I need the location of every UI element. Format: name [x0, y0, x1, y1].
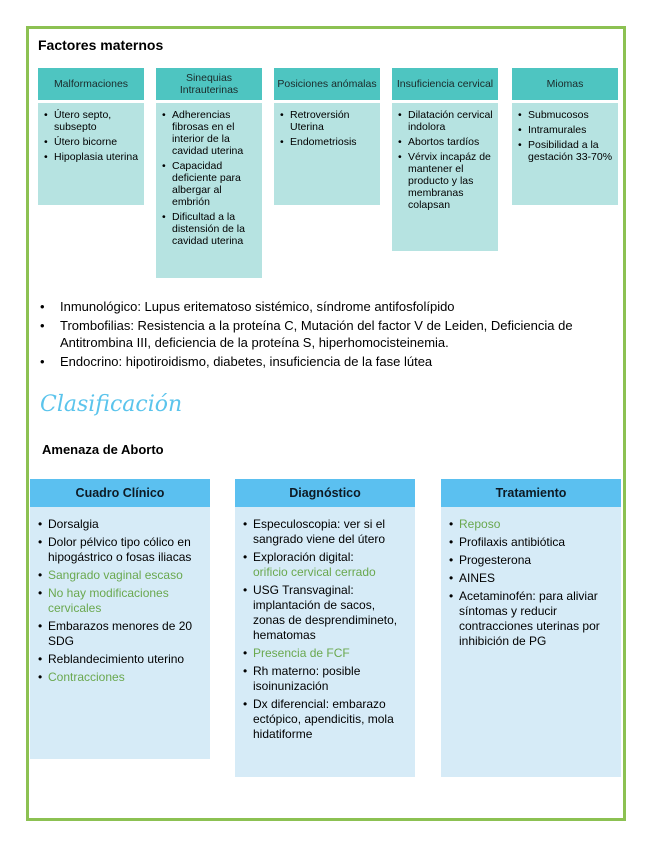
- card-item-label: Exploración digital:: [253, 550, 354, 564]
- card-item-highlight: • Reposo: [449, 517, 613, 532]
- factor-card: [512, 68, 618, 205]
- factor-card: [274, 68, 380, 205]
- factor-body: [392, 103, 498, 251]
- factor-item: • Capacidad deficiente para albergar al embrión: [162, 160, 258, 208]
- factor-card: [156, 68, 262, 278]
- card-diagnostico: [235, 479, 415, 777]
- card-body: [235, 507, 415, 777]
- card-item-highlight: • No hay modificaciones cervicales: [38, 586, 202, 616]
- factor-item: • Abortos tardíos: [398, 136, 494, 148]
- card-item-highlight: orificio cervical cerrado: [253, 565, 376, 579]
- card-item-highlight: • Sangrado vaginal escaso: [38, 568, 202, 583]
- card-item: • Embarazos menores de 20 SDG: [38, 619, 202, 649]
- factor-item: • Dilatación cervical indolora: [398, 109, 494, 133]
- factor-item: • Retroversión Uterina: [280, 109, 376, 133]
- factor-body: [156, 103, 262, 278]
- card-item: • AINES: [449, 571, 613, 586]
- card-header: Tratamiento: [441, 479, 621, 507]
- card-header: Diagnóstico: [235, 479, 415, 507]
- card-item: • Profilaxis antibiótica: [449, 535, 613, 550]
- factor-body: [512, 103, 618, 205]
- factor-item: • Útero septo, subsepto: [44, 109, 140, 133]
- factor-header: Sinequias Intrauterinas: [156, 68, 262, 100]
- card-item: • USG Transvaginal: implantación de sacos, zonas de desprendimineto, hematomas: [243, 583, 407, 643]
- factor-item: • Útero bicorne: [44, 136, 140, 148]
- factor-item: • Submucosos: [518, 109, 614, 121]
- factor-body: [274, 103, 380, 205]
- card-item: • Especuloscopia: ver si el sangrado viene del útero: [243, 517, 407, 547]
- card-item: • Dx diferencial: embarazo ectópico, apendicitis, mola hidatiforme: [243, 697, 407, 742]
- card-body: [441, 507, 621, 777]
- factor-item: • Dificultad a la distensión de la cavidad uterina: [162, 211, 258, 247]
- factor-header: Insuficiencia cervical: [392, 68, 498, 100]
- factor-card: [38, 68, 144, 205]
- factor-card: [392, 68, 498, 251]
- card-item: • Reblandecimiento uterino: [38, 652, 202, 667]
- card-tratamiento: [441, 479, 621, 777]
- factor-item: • Hipoplasia uterina: [44, 151, 140, 163]
- card-body: [30, 507, 210, 759]
- card-header: Cuadro Clínico: [30, 479, 210, 507]
- bullet-item: • Endocrino: hipotiroidismo, diabetes, insuficiencia de la fase lútea: [40, 353, 620, 370]
- card-item: • Dolor pélvico tipo cólico en hipogástrico o fosas iliacas: [38, 535, 202, 565]
- factor-header: Posiciones anómalas: [274, 68, 380, 100]
- bullet-item: • Trombofilias: Resistencia a la proteína C, Mutación del factor V de Leiden, Deficiencia de Antitrombina III, deficiencia de la proteína S, hiperhomocisteinemia.: [40, 317, 620, 351]
- factor-item: • Vérvix incapáz de mantener el producto y las membranas colapsan: [398, 151, 494, 211]
- section-title: Factores maternos: [38, 37, 164, 53]
- card-item-highlight: • Contracciones: [38, 670, 202, 685]
- card-item-highlight: • Presencia de FCF: [243, 646, 407, 661]
- bullet-item: • Inmunológico: Lupus eritematoso sistémico, síndrome antifosfolípido: [40, 298, 620, 315]
- clasificacion-heading: Clasificación: [40, 392, 183, 417]
- factor-item: • Endometriosis: [280, 136, 376, 148]
- card-item: • Dorsalgia: [38, 517, 202, 532]
- factor-item: • Posibilidad a la gestación 33-70%: [518, 139, 614, 163]
- card-item: • Rh materno: posible isoinunización: [243, 664, 407, 694]
- factor-body: [38, 103, 144, 205]
- factor-bullet-list: [40, 298, 620, 372]
- factor-header: Malformaciones: [38, 68, 144, 100]
- card-item: • Progesterona: [449, 553, 613, 568]
- factor-header: Miomas: [512, 68, 618, 100]
- card-cuadro-clinico: [30, 479, 210, 759]
- amenaza-heading: Amenaza de Aborto: [42, 442, 164, 457]
- factor-item: • Intramurales: [518, 124, 614, 136]
- factor-item: • Adherencias fibrosas en el interior de la cavidad uterina: [162, 109, 258, 157]
- card-item: [243, 550, 407, 580]
- card-item: • Acetaminofén: para aliviar síntomas y reducir contracciones uterinas por inhibición de PG: [449, 589, 613, 649]
